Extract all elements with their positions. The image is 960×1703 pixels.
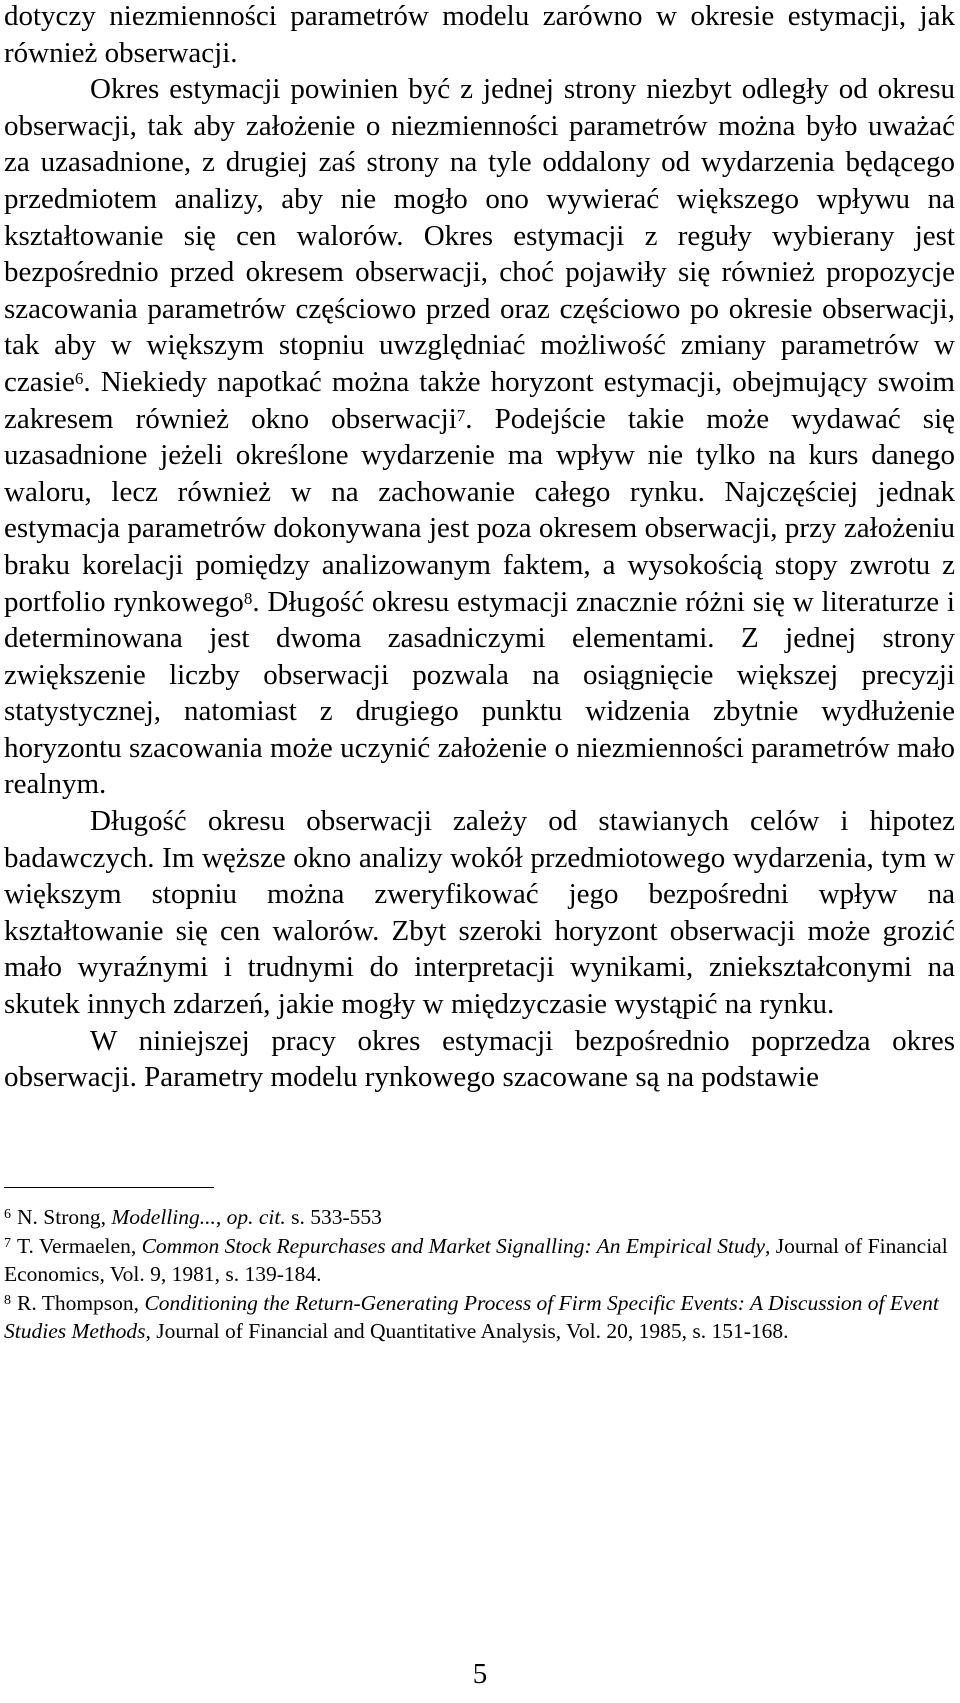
- paragraph-text: . Niekiedy napotkać można także horyzont estymacji, obejmujący swoim zakresem również okno obserwacji: [4, 365, 955, 435]
- paragraph-text: Długość okresu obserwacji zależy od stawianych celów i hipotez badawczych. Im węższe okno analizy wokół przedmiotowego wydarzenia, tym w większym stopniu można zweryfikować jego bezpośredni wpływ na kształtowanie się cen walorów. Zbyt szeroki horyzont obserwacji może grozić mało wyraźnymi i trudnymi do interpretacji wynikami, zniekształconymi na skutek innych zdarzeń, jakie mogły w międzyczasie wystąpić na rynku.: [4, 805, 955, 1021]
- paragraph-text: . Długość okresu estymacji znacznie różni się w literaturze i determinowana jest dwoma zasadniczymi elementami. Z jednej strony zwiększenie liczby obserwacji pozwala na osiągnięcie większej precyzji statystycznej, natomiast z drugiego punktu widzenia zbytnie wydłużenie horyzontu szacowania może uczynić założenie o niezmienności parametrów mało realnym.: [4, 585, 955, 801]
- footnote-text: T. Vermaelen,: [17, 1233, 142, 1258]
- paragraph-text: dotyczy niezmienności parametrów modelu zarówno w okresie estymacji, jak również obserwacji.: [4, 0, 955, 69]
- footnote: [4, 1232, 955, 1289]
- footnote-number: 6: [4, 1207, 11, 1222]
- footnote-separator: [4, 1187, 214, 1188]
- paragraph: [4, 1023, 955, 1096]
- footnote-text: s. 533-553: [285, 1205, 382, 1229]
- paragraph: [4, 71, 955, 803]
- paragraph: [4, 0, 955, 71]
- footnote-number: 7: [4, 1235, 11, 1251]
- footnote-text: R. Thompson,: [17, 1290, 145, 1315]
- footnote: [4, 1289, 955, 1346]
- footnote-text: N. Strong,: [17, 1205, 112, 1229]
- footnote-title: Common Stock Repurchases and Market Signalling: An Empirical Study: [141, 1233, 765, 1258]
- footnote-reference: 7: [456, 405, 466, 425]
- footnote: [4, 1203, 955, 1232]
- footnote-text: , Journal of Financial Economics, Vol. 9, 1981, s. 139-184.: [4, 1233, 948, 1287]
- footnotes: [4, 1203, 955, 1346]
- page-number: 5: [472, 1658, 488, 1690]
- paragraph-text: . Podejście takie może wydawać się uzasadnione jeżeli określone wydarzenie ma wpływ nie tylko na kurs danego waloru, lecz również w na zachowanie całego rynku. Najczęściej jednak estymacja parametrów dokonywana jest poza okresem obserwacji, przy założeniu braku korelacji pomiędzy analizowanym faktem, a wysokością stopy zwrotu z portfolio rynkowego: [4, 402, 955, 618]
- body-text: [4, 0, 955, 1096]
- footnote-text: , Journal of Financial and Quantitative Analysis, Vol. 20, 1985, s. 151-168.: [145, 1319, 789, 1344]
- footnote-number: 8: [4, 1292, 11, 1308]
- footnote-reference: 8: [243, 588, 253, 608]
- paragraph: [4, 803, 955, 1023]
- paragraph-text: W niniejszej pracy okres estymacji bezpośrednio poprzedza okres obserwacji. Parametry modelu rynkowego szacowane są na podstawie: [4, 1024, 955, 1094]
- paragraph-text: Okres estymacji powinien być z jednej strony niezbyt odległy od okresu obserwacji, tak aby założenie o niezmienności parametrów można było uważać za uzasadnione, z drugiej zaś strony na tyle oddalony od wydarzenia będącego przedmiotem analizy, aby nie mogło ono wywierać większego wpływu na kształtowanie się cen walorów. Okres estymacji z reguły wybierany jest bezpośrednio przed okresem obserwacji, choć pojawiły się również propozycje szacowania parametrów częściowo przed oraz częściowo po okresie obserwacji, tak aby w większym stopniu uwzględniać możliwość zmiany parametrów w czasie: [4, 73, 955, 398]
- footnote-reference: 6: [74, 368, 84, 388]
- footnote-title: Conditioning the Return-Generating Process of Firm Specific Events: A Discussion of Event Studies Methods: [4, 1290, 939, 1344]
- footnote-title: Modelling..., op. cit.: [111, 1205, 286, 1229]
